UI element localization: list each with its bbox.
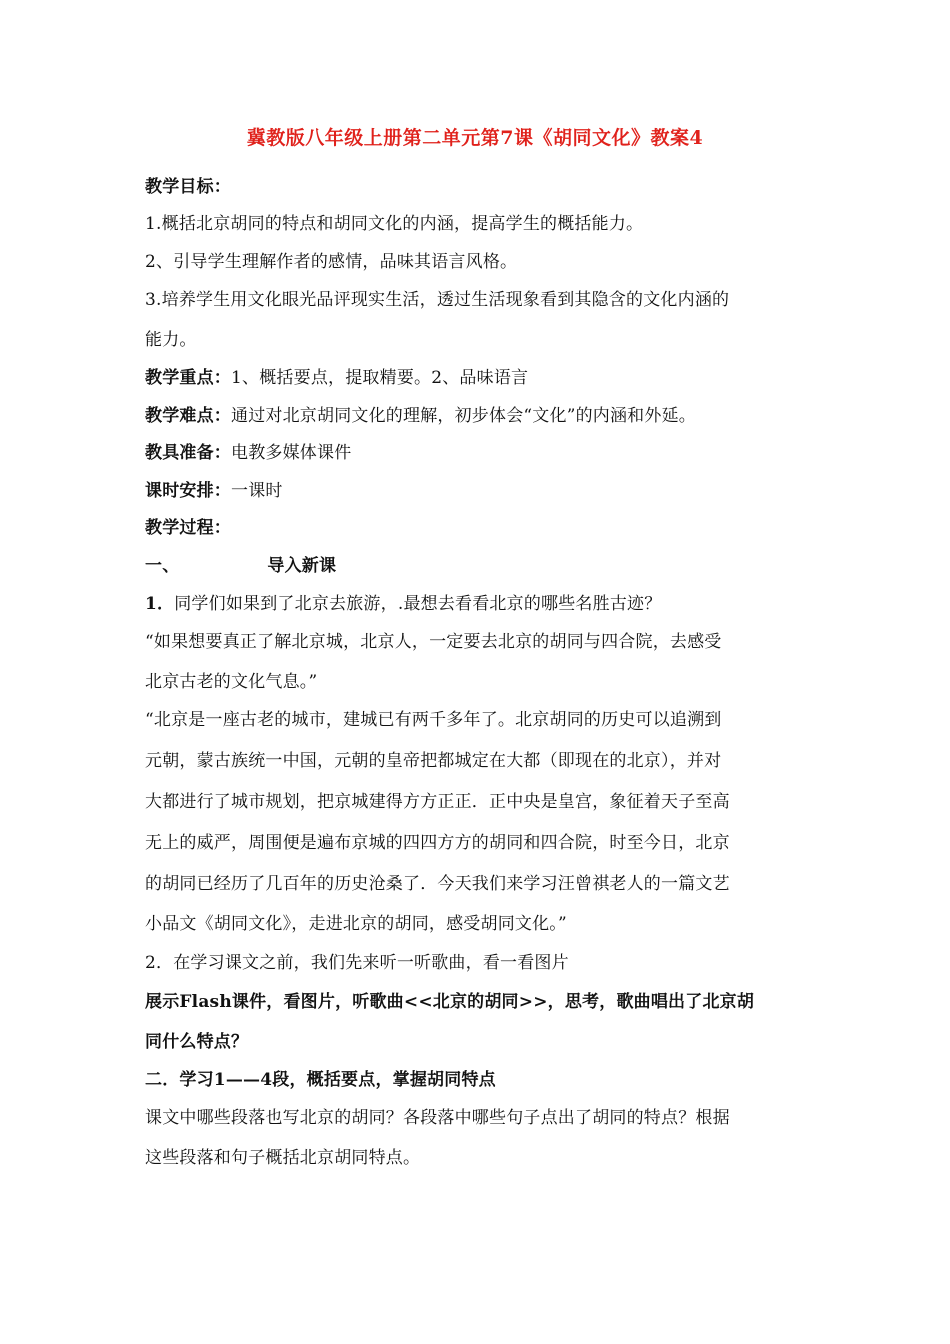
process-label: 教学过程： <box>145 518 231 538</box>
question-1-number: 1． <box>145 594 175 614</box>
section-2-heading: 二．学习1——4段，概括要点，掌握胡同特点 <box>145 1070 496 1090</box>
key-points-label: 教学重点： <box>145 368 231 388</box>
step-2: 2．在学习课文之前，我们先来听一听歌曲，看一看图片 <box>145 953 569 973</box>
objective-item-2: 2、引导学生理解作者的感情，品味其语言风格。 <box>145 252 518 272</box>
document-title: 冀教版八年级上册第二单元第7课《胡同文化》教案4 <box>246 127 704 149</box>
quote-2-line-4: 无上的威严，周围便是遍布京城的四四方方的胡同和四合院，时至今日，北京 <box>145 833 730 853</box>
quote-2-line-3: 大都进行了城市规划，把京城建得方方正正．正中央是皇宫，象征着天子至高 <box>145 792 730 812</box>
key-points-value: 1、概括要点，提取精要。2、品味语言 <box>231 368 529 388</box>
materials-label: 教具准备： <box>145 443 231 463</box>
quote-1-line-1: “如果想要真正了解北京城，北京人，一定要去北京的胡同与四合院，去感受 <box>145 632 722 652</box>
materials-row <box>145 441 805 465</box>
objectives-label: 教学目标： <box>145 177 231 197</box>
objective-item-3: 3.培养学生用文化眼光品评现实生活，透过生活现象看到其隐含的文化内涵的 <box>145 290 730 310</box>
schedule-value: 一课时 <box>231 481 283 501</box>
section-2-body-line-2: 这些段落和句子概括北京胡同特点。 <box>145 1148 421 1168</box>
quote-1-line-2: 北京古老的文化气息。” <box>145 672 318 692</box>
difficulties-value: 通过对北京胡同文化的理解，初步体会“文化”的内涵和外延。 <box>231 406 696 426</box>
section-1-heading <box>145 554 805 578</box>
objective-item-3-cont: 能力。 <box>145 330 197 350</box>
objective-item-1: 1.概括北京胡同的特点和胡同文化的内涵，提高学生的概括能力。 <box>145 214 644 234</box>
quote-2-line-5: 的胡同已经历了几百年的历史沧桑了．今天我们来学习汪曾祺老人的一篇文艺 <box>145 874 730 894</box>
quote-2-line-2: 元朝，蒙古族统一中国，元朝的皇帝把都城定在大都（即现在的北京），并对 <box>145 751 722 771</box>
question-1 <box>145 592 805 616</box>
section-2-body-line-1: 课文中哪些段落也写北京的胡同？各段落中哪些句子点出了胡同的特点？根据 <box>145 1108 730 1128</box>
section-1-title: 导入新课 <box>267 556 337 576</box>
difficulties-row <box>145 404 805 428</box>
materials-value: 电教多媒体课件 <box>231 443 352 463</box>
quote-2-line-6: 小品文《胡同文化》，走进北京的胡同，感受胡同文化。” <box>145 914 567 934</box>
key-points-row <box>145 366 805 390</box>
schedule-row <box>145 479 805 503</box>
section-1-number: 一、 <box>145 556 180 576</box>
difficulties-label: 教学难点： <box>145 406 231 426</box>
quote-2-line-1: “北京是一座古老的城市，建城已有两千多年了。北京胡同的历史可以追溯到 <box>145 710 722 730</box>
flash-prompt-line-1: 展示Flash课件，看图片，听歌曲<<北京的胡同>>，思考，歌曲唱出了北京胡 <box>145 992 755 1012</box>
schedule-label: 课时安排： <box>145 481 231 501</box>
question-1-text: 同学们如果到了北京去旅游，.最想去看看北京的哪些名胜古迹？ <box>174 594 662 614</box>
flash-prompt-line-2: 同什么特点？ <box>145 1032 249 1052</box>
